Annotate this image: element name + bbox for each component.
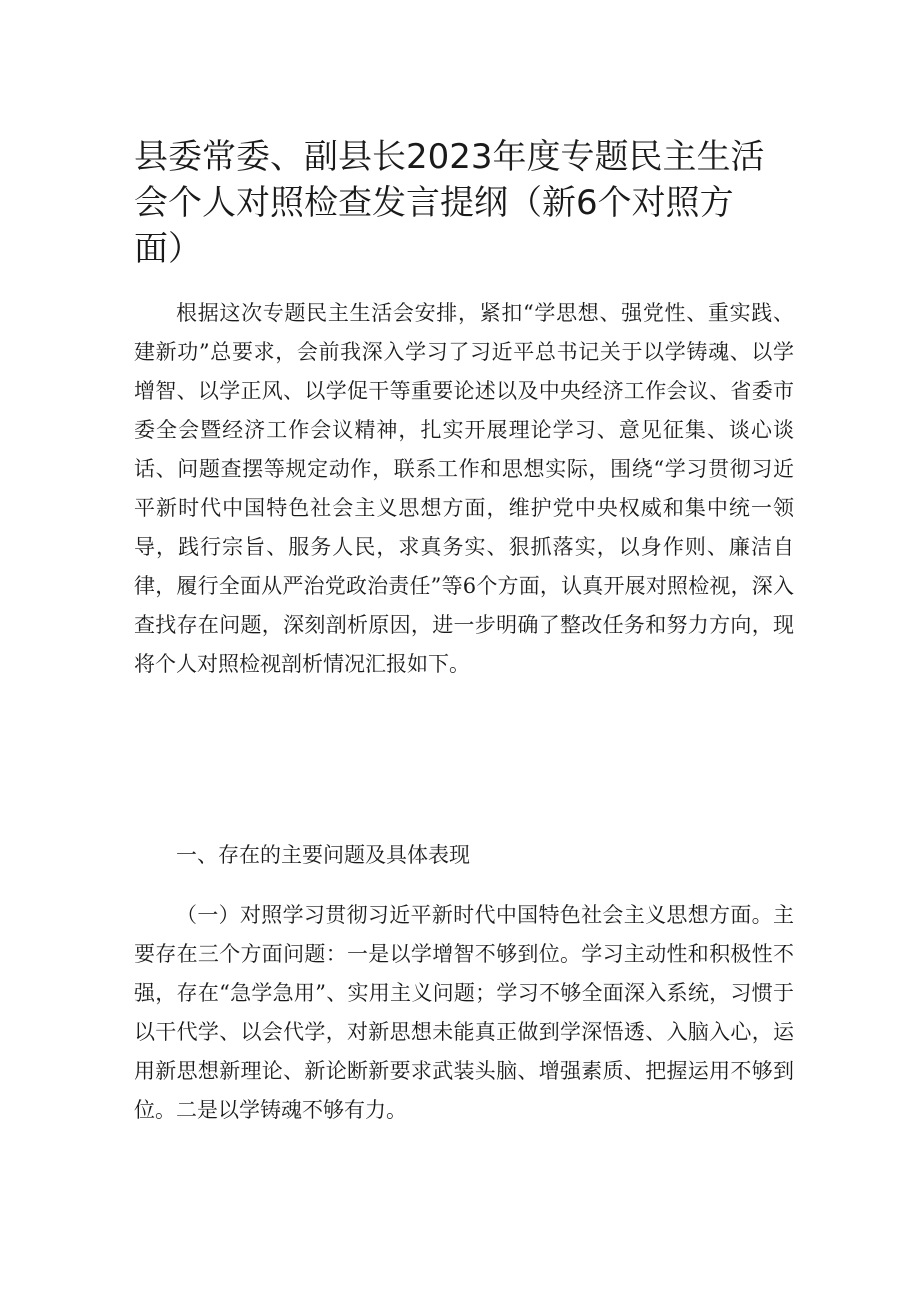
document-title: 县委常委、副县长2023年度专题民主生活会个人对照检查发言提纲（新6个对照方面） [134, 137, 765, 269]
section-heading: 一、存在的主要问题及具体表现 [176, 843, 470, 867]
section-paragraph: （一）对照学习贯彻习近平新时代中国特色社会主义思想方面。主要存在三个方面问题：一是以学增智不够到位。学习主动性和积极性不强，存在“急学急用”、实用主义问题；学习不够全面深入系统，习惯于以干代学、以会代学，对新思想未能真正做到学深悟透、入脑入心，运用新思想新理论、新论断新要求武装头脑、增强素质、把握运用不够到位。二是以学铸魂不够有力。 [134, 903, 794, 1122]
intro-paragraph: 根据这次专题民主生活会安排，紧扣“学思想、强党性、重实践、建新功”总要求，会前我深入学习了习近平总书记关于以学铸魂、以学增智、以学正风、以学促干等重要论述以及中央经济工作会议、省委市委全会暨经济工作会议精神，扎实开展理论学习、意见征集、谈心谈话、问题查摆等规定动作，联系工作和思想实际，围绕“学习贯彻习近平新时代中国特色社会主义思想方面，维护党中央权威和集中统一领导，践行宗旨、服务人民，求真务实、狠抓落实，以身作则、廉洁自律，履行全面从严治党政治责任”等6个方面，认真开展对照检视，深入查找存在问题，深刻剖析原因，进一步明确了整改任务和努力方向，现将个人对照检视剖析情况汇报如下。 [134, 301, 794, 676]
